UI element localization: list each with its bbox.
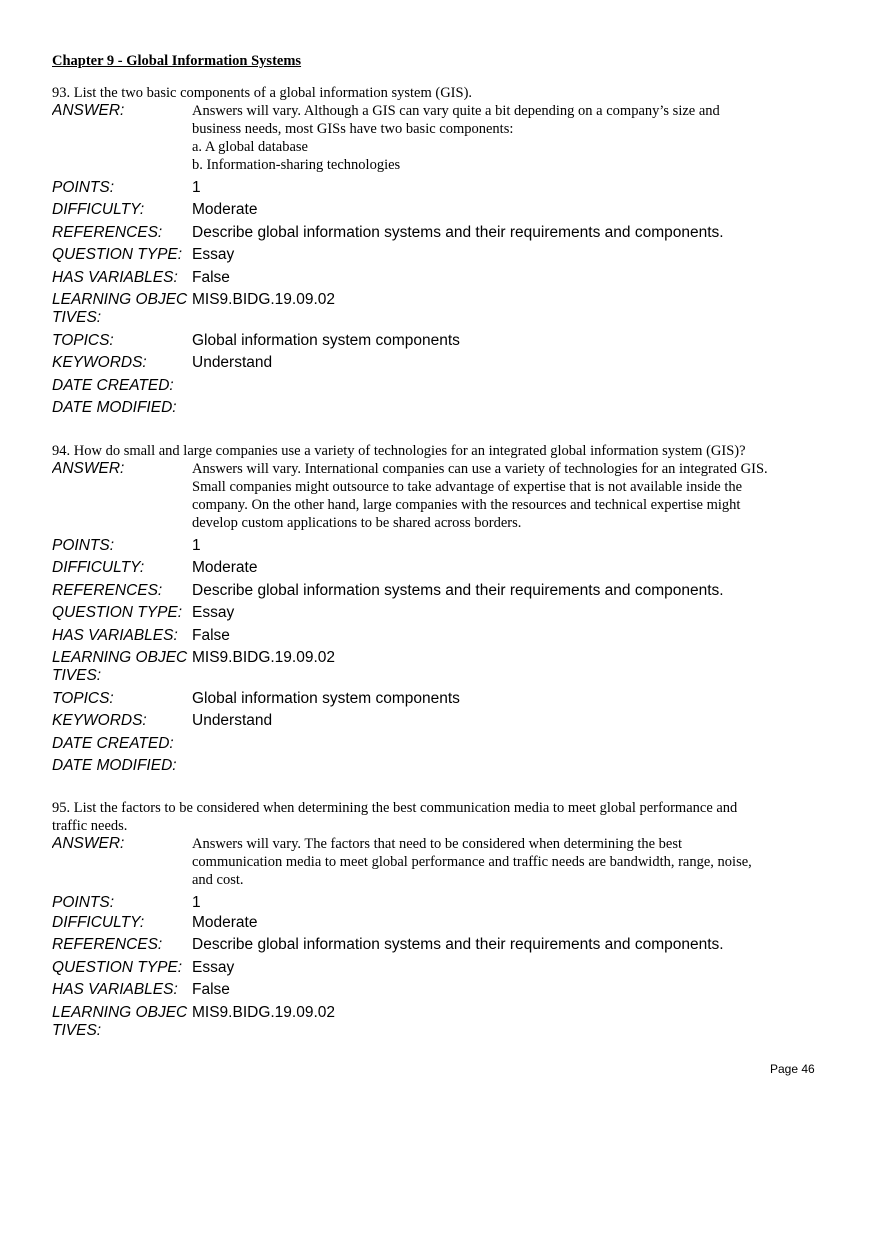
learning-objectives-value: MIS9.BIDG.19.09.02 bbox=[192, 649, 336, 666]
references-row bbox=[52, 224, 832, 242]
answer-line: b. Information-sharing technologies bbox=[192, 157, 401, 173]
has-variables-value: False bbox=[192, 268, 230, 286]
answer-row bbox=[52, 835, 842, 889]
difficulty-value: Moderate bbox=[192, 201, 258, 218]
answer-line: company. On the other hand, large companies with the resources and technical expertise might bbox=[192, 497, 741, 513]
points-value: 1 bbox=[192, 893, 201, 911]
keywords-row bbox=[52, 354, 832, 372]
question-type-row bbox=[52, 246, 832, 264]
answer-label: ANSWER: bbox=[52, 102, 125, 119]
question-block-94 bbox=[52, 442, 842, 775]
has-variables-label: HAS VARIABLES: bbox=[52, 268, 178, 286]
references-label: REFERENCES: bbox=[52, 581, 163, 599]
has-variables-label: HAS VARIABLES: bbox=[52, 981, 178, 998]
has-variables-row bbox=[52, 627, 842, 645]
has-variables-value: False bbox=[192, 626, 230, 644]
difficulty-value: Moderate bbox=[192, 913, 258, 931]
question-type-value: Essay bbox=[192, 958, 235, 976]
topics-label: TOPICS: bbox=[52, 331, 114, 349]
learning-objectives-label: LEARNING OBJEC TIVES: bbox=[52, 649, 188, 684]
learning-objectives-label: LEARNING OBJEC TIVES: bbox=[52, 1003, 188, 1039]
question-type-value: Essay bbox=[192, 246, 235, 263]
date-modified-label: DATE MODIFIED: bbox=[52, 757, 177, 774]
topics-label: TOPICS: bbox=[52, 689, 114, 707]
question-type-label: QUESTION TYPE: bbox=[52, 246, 183, 263]
learning-objectives-row bbox=[52, 1004, 842, 1040]
difficulty-label: DIFFICULTY: bbox=[52, 201, 145, 218]
answer-row bbox=[52, 102, 832, 174]
date-modified-label: DATE MODIFIED: bbox=[52, 399, 177, 416]
difficulty-label: DIFFICULTY: bbox=[52, 913, 145, 931]
answer-line: Answers will vary. International companies can use a variety of technologies for an integrated GIS. bbox=[192, 461, 768, 477]
learning-objectives-row bbox=[52, 291, 832, 327]
topics-value: Global information system components bbox=[192, 331, 460, 349]
date-modified-row bbox=[52, 757, 842, 775]
references-label: REFERENCES: bbox=[52, 223, 163, 241]
difficulty-label: DIFFICULTY: bbox=[52, 559, 145, 576]
chapter-title: Chapter 9 - Global Information Systems bbox=[52, 53, 302, 69]
question-type-value: Essay bbox=[192, 604, 235, 621]
date-created-row bbox=[52, 377, 832, 395]
answer-label: ANSWER: bbox=[52, 460, 125, 477]
answer-line: communication media to meet global performance and traffic needs are bandwidth, range, noise, bbox=[192, 854, 752, 870]
difficulty-row bbox=[52, 201, 832, 219]
points-row bbox=[52, 179, 832, 197]
topics-row bbox=[52, 690, 842, 708]
answer-line: a. A global database bbox=[192, 139, 308, 155]
question-type-label: QUESTION TYPE: bbox=[52, 604, 183, 621]
has-variables-label: HAS VARIABLES: bbox=[52, 626, 178, 644]
answer-line: Answers will vary. The factors that need to be considered when determining the best bbox=[192, 836, 683, 852]
question-text: 94. How do small and large companies use a variety of technologies for an integrated global information system (GIS)? bbox=[52, 443, 746, 459]
question-type-label: QUESTION TYPE: bbox=[52, 958, 183, 976]
answer-line: Small companies might outsource to take advantage of expertise that is not available inside the bbox=[192, 479, 743, 495]
points-label: POINTS: bbox=[52, 536, 115, 554]
learning-objectives-row bbox=[52, 649, 842, 685]
question-text bbox=[52, 799, 842, 835]
answer-text bbox=[192, 835, 842, 889]
answer-text bbox=[192, 460, 842, 532]
difficulty-row bbox=[52, 914, 842, 932]
keywords-value: Understand bbox=[192, 712, 273, 729]
answer-line: develop custom applications to be shared across borders. bbox=[192, 515, 522, 531]
difficulty-value: Moderate bbox=[192, 559, 258, 576]
question-type-row bbox=[52, 604, 842, 622]
date-created-row bbox=[52, 735, 842, 753]
answer-label: ANSWER: bbox=[52, 835, 125, 852]
question-type-row bbox=[52, 959, 842, 977]
keywords-row bbox=[52, 712, 842, 730]
date-created-label: DATE CREATED: bbox=[52, 376, 174, 394]
answer-row bbox=[52, 460, 842, 532]
difficulty-row bbox=[52, 559, 842, 577]
references-row bbox=[52, 936, 842, 954]
points-row bbox=[52, 537, 842, 555]
question-text: 93. List the two basic components of a global information system (GIS). bbox=[52, 85, 473, 101]
answer-line: business needs, most GISs have two basic components: bbox=[192, 121, 514, 137]
has-variables-value: False bbox=[192, 981, 230, 998]
keywords-label: KEYWORDS: bbox=[52, 712, 147, 729]
topics-row bbox=[52, 332, 832, 350]
topics-value: Global information system components bbox=[192, 689, 460, 707]
has-variables-row bbox=[52, 269, 832, 287]
question-block-95 bbox=[52, 799, 842, 1040]
points-value: 1 bbox=[192, 536, 201, 554]
date-modified-row bbox=[52, 399, 832, 417]
keywords-value: Understand bbox=[192, 354, 273, 371]
learning-objectives-value: MIS9.BIDG.19.09.02 bbox=[192, 1003, 336, 1021]
has-variables-row bbox=[52, 981, 842, 999]
references-value: Describe global information systems and their requirements and components. bbox=[192, 223, 724, 241]
learning-objectives-value: MIS9.BIDG.19.09.02 bbox=[192, 291, 336, 308]
keywords-label: KEYWORDS: bbox=[52, 354, 147, 371]
points-label: POINTS: bbox=[52, 893, 115, 911]
references-row bbox=[52, 582, 842, 600]
page-number: Page 46 bbox=[770, 1062, 815, 1076]
answer-line: and cost. bbox=[192, 872, 244, 888]
points-value: 1 bbox=[192, 178, 201, 196]
references-value: Describe global information systems and their requirements and components. bbox=[192, 936, 724, 953]
points-row bbox=[52, 894, 842, 912]
date-created-label: DATE CREATED: bbox=[52, 734, 174, 752]
references-label: REFERENCES: bbox=[52, 936, 163, 953]
question-line: 95. List the factors to be considered when determining the best communication media to meet global performance and bbox=[52, 800, 738, 816]
answer-line: Answers will vary. Although a GIS can vary quite a bit depending on a company’s size and bbox=[192, 103, 720, 119]
question-line: traffic needs. bbox=[52, 818, 128, 834]
answer-text bbox=[192, 102, 832, 174]
question-block-93 bbox=[52, 84, 832, 417]
references-value: Describe global information systems and their requirements and components. bbox=[192, 581, 724, 599]
learning-objectives-label: LEARNING OBJEC TIVES: bbox=[52, 291, 188, 326]
points-label: POINTS: bbox=[52, 178, 115, 196]
